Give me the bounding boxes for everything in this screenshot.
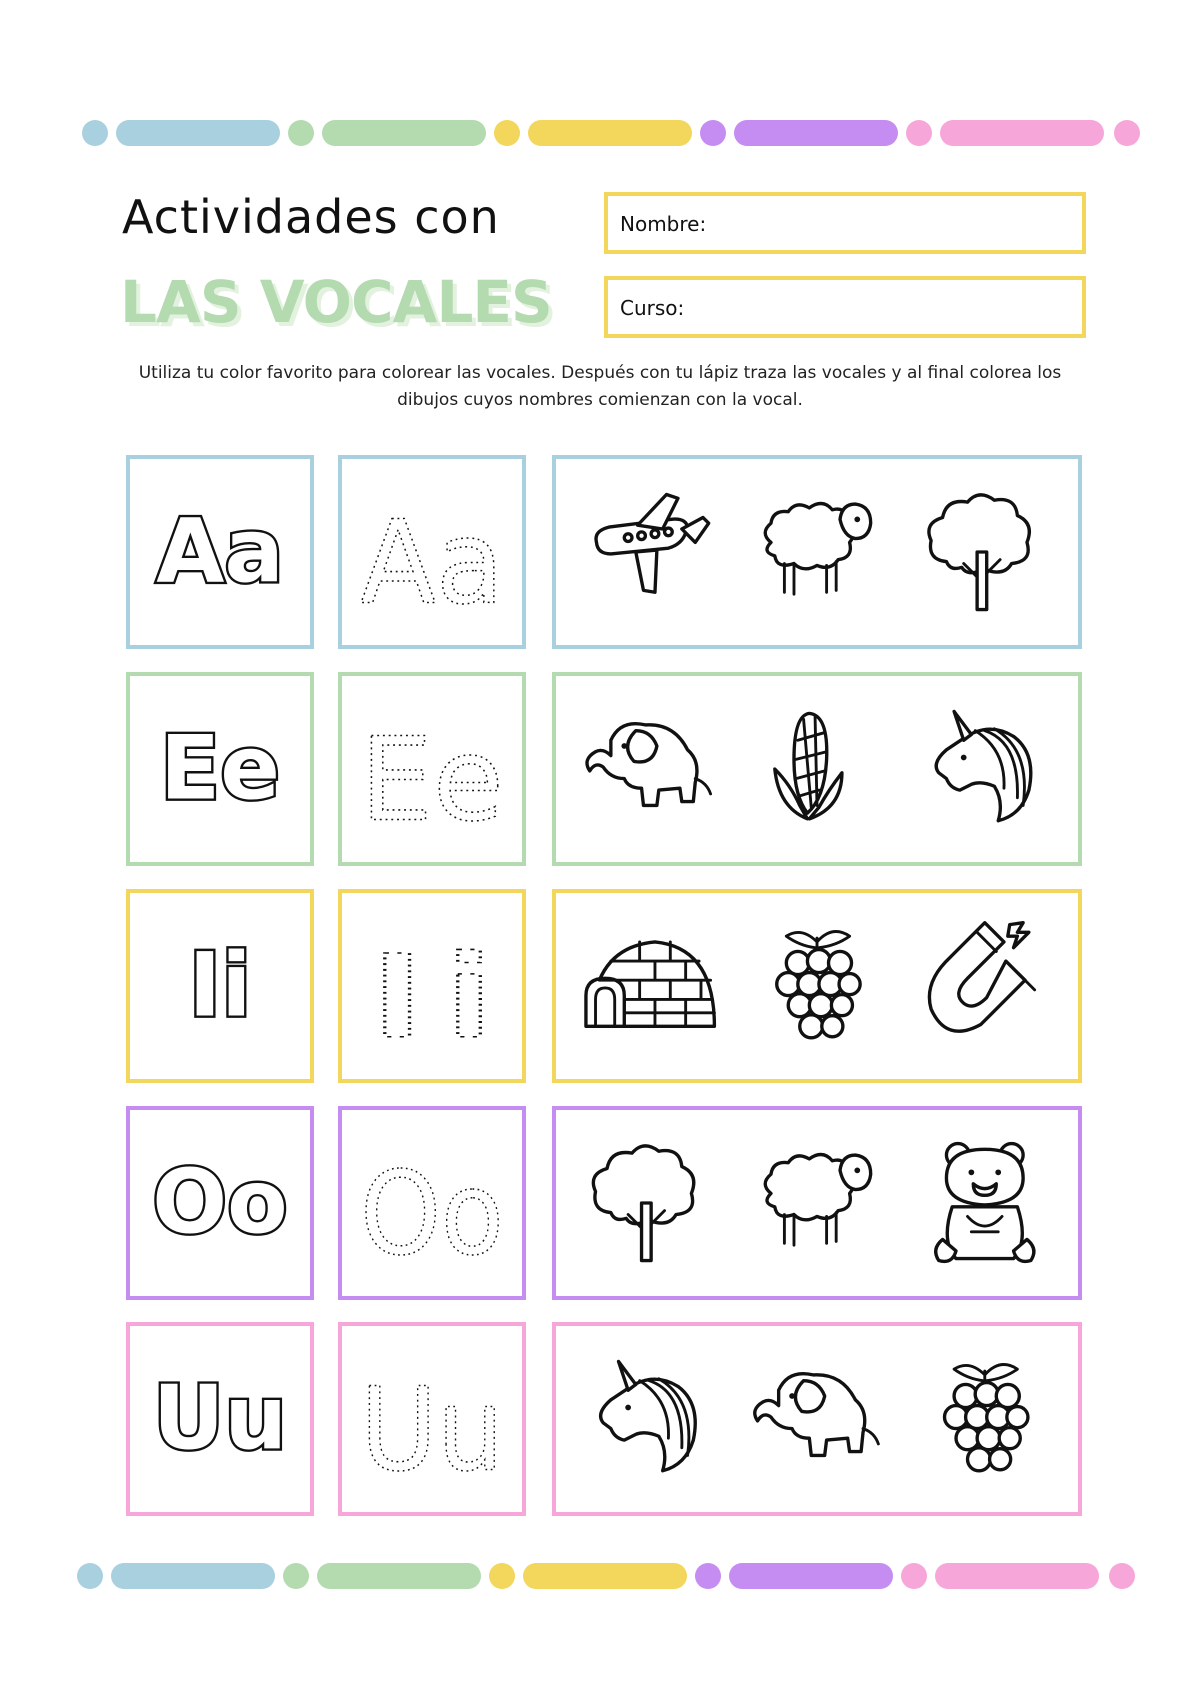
elephant-icon[interactable] <box>755 1374 879 1456</box>
outline-letter-box <box>126 1322 314 1516</box>
pictures-graphic <box>556 1326 1078 1512</box>
bottom-decorative-bar <box>0 1563 1200 1589</box>
pictures-graphic <box>556 893 1078 1079</box>
outline-letter-box <box>126 672 314 866</box>
deco-pill <box>111 1563 275 1589</box>
deco-pill <box>729 1563 893 1589</box>
trace-letter-box <box>338 672 526 866</box>
dotted-trace-letters[interactable]: Oo <box>360 1147 504 1282</box>
sheep-icon[interactable] <box>765 1155 870 1246</box>
dotted-trace-letters[interactable]: Aa <box>360 496 504 631</box>
deco-pill <box>523 1563 687 1589</box>
airplane-icon[interactable] <box>596 494 709 592</box>
trace-letter-box <box>338 889 526 1083</box>
name-field <box>604 192 1086 254</box>
sheep-icon[interactable] <box>765 504 870 595</box>
outline-letters[interactable]: Oo <box>152 1150 288 1254</box>
grapes-icon[interactable] <box>777 932 860 1038</box>
unicorn-icon[interactable] <box>936 711 1031 820</box>
deco-dot <box>1114 120 1140 146</box>
deco-dot <box>288 120 314 146</box>
outline-letters[interactable]: Uu <box>152 1366 288 1470</box>
trace-letter-graphic <box>342 459 522 645</box>
outline-letter-graphic <box>130 459 310 645</box>
deco-dot <box>700 120 726 146</box>
vowel-row <box>0 889 1200 1085</box>
outline-letter-graphic <box>130 1110 310 1296</box>
pictures-graphic <box>556 676 1078 862</box>
deco-dot <box>77 1563 103 1589</box>
deco-dot <box>901 1563 927 1589</box>
tree-icon[interactable] <box>593 1146 693 1261</box>
deco-pill <box>528 120 692 146</box>
pictures-box <box>552 672 1082 866</box>
outline-letters[interactable]: Ee <box>160 716 280 820</box>
course-field <box>604 276 1086 338</box>
deco-pill <box>940 120 1104 146</box>
course-input[interactable] <box>728 290 1072 324</box>
vowel-row <box>0 1106 1200 1302</box>
course-label: Curso: <box>620 296 685 320</box>
pictures-box <box>552 1322 1082 1516</box>
igloo-icon[interactable] <box>586 942 714 1026</box>
deco-pill <box>116 120 280 146</box>
deco-dot <box>695 1563 721 1589</box>
outline-letter-box <box>126 455 314 649</box>
deco-dot <box>906 120 932 146</box>
pictures-box <box>552 1106 1082 1300</box>
deco-dot <box>82 120 108 146</box>
teddy-bear-icon[interactable] <box>936 1144 1034 1262</box>
deco-dot <box>489 1563 515 1589</box>
trace-letter-graphic <box>342 1110 522 1296</box>
vowel-row <box>0 1322 1200 1518</box>
deco-pill <box>935 1563 1099 1589</box>
outline-letter-box <box>126 1106 314 1300</box>
outline-letter-graphic <box>130 676 310 862</box>
pictures-graphic <box>556 1110 1078 1296</box>
unicorn-icon[interactable] <box>601 1361 696 1470</box>
deco-pill <box>317 1563 481 1589</box>
trace-letter-graphic <box>342 676 522 862</box>
grapes-icon[interactable] <box>945 1365 1028 1471</box>
dotted-trace-letters[interactable]: Ii <box>360 930 504 1065</box>
deco-dot <box>1109 1563 1135 1589</box>
trace-letter-box <box>338 455 526 649</box>
top-decorative-bar <box>0 120 1200 146</box>
tree-icon[interactable] <box>929 495 1029 610</box>
deco-dot <box>283 1563 309 1589</box>
outline-letters[interactable]: Ii <box>188 933 252 1037</box>
trace-letter-box <box>338 1106 526 1300</box>
outline-letter-box <box>126 889 314 1083</box>
deco-pill <box>734 120 898 146</box>
magnet-icon[interactable] <box>929 923 1034 1031</box>
trace-letter-box <box>338 1322 526 1516</box>
title-line-2: LAS VOCALES <box>120 268 552 336</box>
vowel-row <box>0 672 1200 868</box>
pictures-box <box>552 889 1082 1083</box>
instructions-text: Utiliza tu color favorito para colorear las vocales. Después con tu lápiz traza las vocales y al final colorea los dibujos cuyos nombres comienzan con la vocal. <box>138 363 1062 410</box>
dotted-trace-letters[interactable]: Uu <box>360 1363 504 1498</box>
name-input[interactable] <box>728 206 1072 240</box>
deco-pill <box>322 120 486 146</box>
dotted-trace-letters[interactable]: Ee <box>360 713 504 848</box>
outline-letter-graphic <box>130 893 310 1079</box>
corn-icon[interactable] <box>775 713 842 818</box>
pictures-graphic <box>556 459 1078 645</box>
elephant-icon[interactable] <box>587 724 711 806</box>
outline-letter-graphic <box>130 1326 310 1512</box>
trace-letter-graphic <box>342 1326 522 1512</box>
trace-letter-graphic <box>342 893 522 1079</box>
outline-letters[interactable]: Aa <box>156 499 284 603</box>
deco-dot <box>494 120 520 146</box>
name-label: Nombre: <box>620 212 707 236</box>
title-line-1: Actividades con <box>122 190 500 244</box>
vowel-row <box>0 455 1200 651</box>
pictures-box <box>552 455 1082 649</box>
